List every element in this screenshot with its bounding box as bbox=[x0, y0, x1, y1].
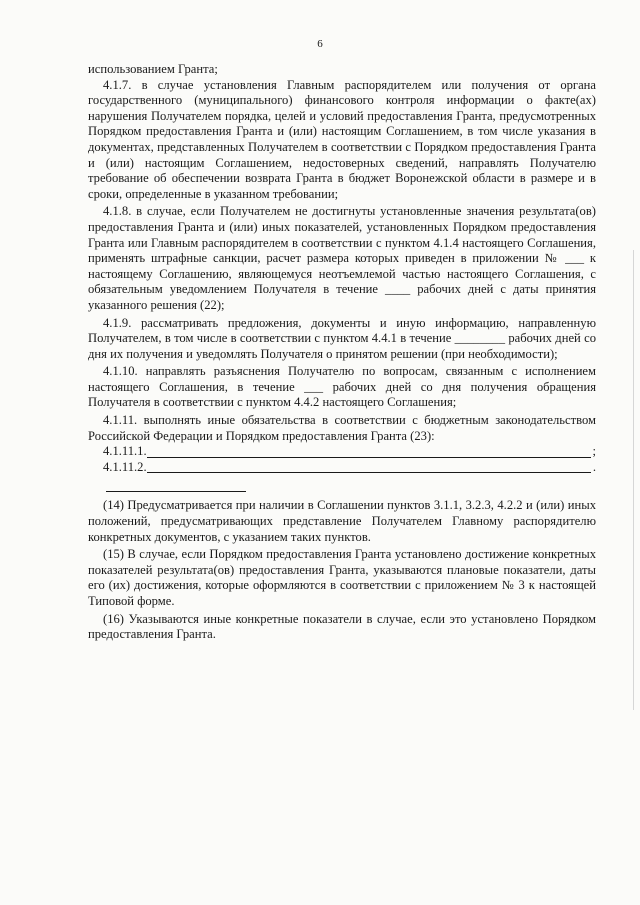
blank-fill-line bbox=[147, 461, 591, 473]
footnote-14: (14) Предусматривается при наличии в Соглашении пунктов 3.1.1, 3.2.3, 4.2.2 и (или) иных положений, предусматривающих представление Получателем Главному распорядителю конкретных документов, с указанием таких пунктов. bbox=[88, 498, 596, 544]
scan-edge-line bbox=[633, 250, 634, 710]
paragraph-4-1-9: 4.1.9. рассматривать предложения, документы и иную информацию, направленную Получателем, в том числе в соответствии с пунктом 4.4.1 в течение ________ рабочих дней со дня их получения и уведомлять Получателя о принятом решении (при необходимости); bbox=[88, 315, 596, 361]
paragraph-continuation: использованием Гранта; bbox=[88, 62, 218, 76]
list-item-label: 4.1.11.2. bbox=[103, 459, 147, 474]
list-item-end: ; bbox=[592, 444, 596, 459]
paragraph-4-1-10: 4.1.10. направлять разъяснения Получателю по вопросам, связанным с исполнением настоящего Соглашения, в течение ___ рабочих дней со дня получения обращения Получателя в соответствии с пунктом 4.4.2 настоящего Соглашения; bbox=[88, 364, 596, 410]
paragraph-4-1-8: 4.1.8. в случае, если Получателем не достигнуты установленные значения результата(ов) предоставления Гранта и (или) иных показателей, установленных Порядком предоставления Гранта или Главным распорядителем в соответствии с пунктом 4.1.4 настоящего Соглашения, применять штрафные санкции, расчет размера которых приведен в приложении № ___ к настоящему Соглашению, являющемуся неотъемлемой частью настоящего Соглашения, с обязательным уведомлением Получателя в течение ____ рабочих дней с даты принятия указанного решения (22); bbox=[88, 204, 596, 312]
paragraph-4-1-7: 4.1.7. в случае установления Главным распорядителем или получения от органа государственного (муниципального) финансового контроля информации о факте(ах) нарушения Получателем порядка, целей и условий предоставления Гранта, предусмотренных Порядком предоставления Гранта и (или) настоящим Соглашением, в том числе указания в документах, представленных Получателем в соответствии с Порядком предоставления Гранта и (или) настоящим Соглашением, недостоверных сведений, направлять Получателю требование об обеспечении возврата Гранта в бюджет Воронежской области в размере и в сроки, определенные в указанном требовании; bbox=[88, 77, 596, 201]
footnote-16: (16) Указываются иные конкретные показатели в случае, если это установлено Порядком предоставления Гранта. bbox=[88, 611, 596, 642]
paragraph-4-1-11: 4.1.11. выполнять иные обязательства в соответствии с бюджетным законодательством Российской Федерации и Порядком предоставления Гранта (23): bbox=[88, 413, 596, 443]
footnotes bbox=[88, 498, 596, 642]
list-item-4-1-11-1 bbox=[88, 444, 596, 460]
document-body bbox=[88, 62, 596, 643]
blank-fill-line bbox=[147, 446, 591, 458]
list-item-label: 4.1.11.1. bbox=[103, 444, 147, 459]
page-number: 6 bbox=[317, 38, 323, 50]
footnote-separator bbox=[106, 491, 246, 492]
list-item-end: . bbox=[592, 459, 596, 474]
list-item-4-1-11-2 bbox=[88, 460, 596, 476]
footnote-15: (15) В случае, если Порядком предоставления Гранта установлено достижение конкретных показателей результата(ов) предоставления Гранта, указываются плановые показатели, даты его (их) достижения, которые оформляются в соответствии с приложением № 3 к настоящей Типовой форме. bbox=[88, 547, 596, 608]
